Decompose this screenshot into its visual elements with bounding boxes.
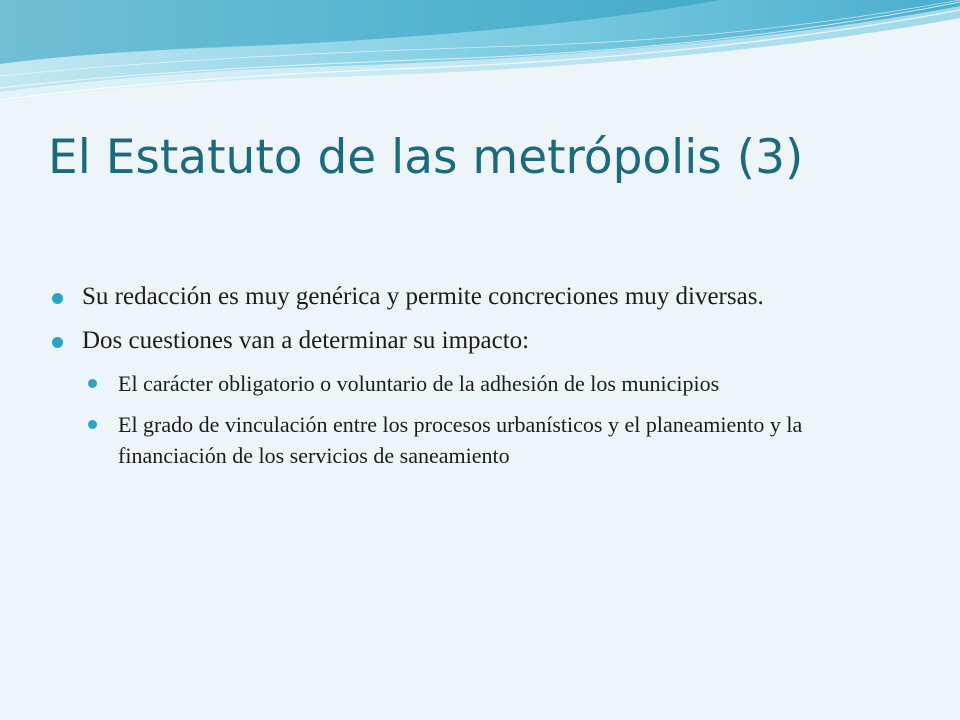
sub-bullet-text: El grado de vinculación entre los procesos urbanísticos y el planeamiento y la financiación de los servicios de saneamiento <box>118 412 803 468</box>
sub-bullet-item <box>86 409 910 471</box>
bullet-text: Su redacción es muy genérica y permite concreciones muy diversas. <box>82 283 764 310</box>
bullet-text: Dos cuestiones van a determinar su impacto: <box>82 327 530 354</box>
slide-title: El Estatuto de las metrópolis (3) <box>48 130 804 185</box>
sub-bullet-item <box>86 368 910 399</box>
bullet-dot-icon <box>52 293 63 304</box>
sub-bullet-text: El carácter obligatorio o voluntario de la adhesión de los municipios <box>118 371 720 396</box>
bullet-list <box>50 280 910 481</box>
bullet-dot-icon <box>88 420 97 429</box>
bullet-item <box>50 280 910 314</box>
bullet-dot-icon <box>52 337 63 348</box>
bullet-dot-icon <box>88 379 97 388</box>
bullet-item <box>50 324 910 358</box>
header-wave-decoration <box>0 0 960 110</box>
